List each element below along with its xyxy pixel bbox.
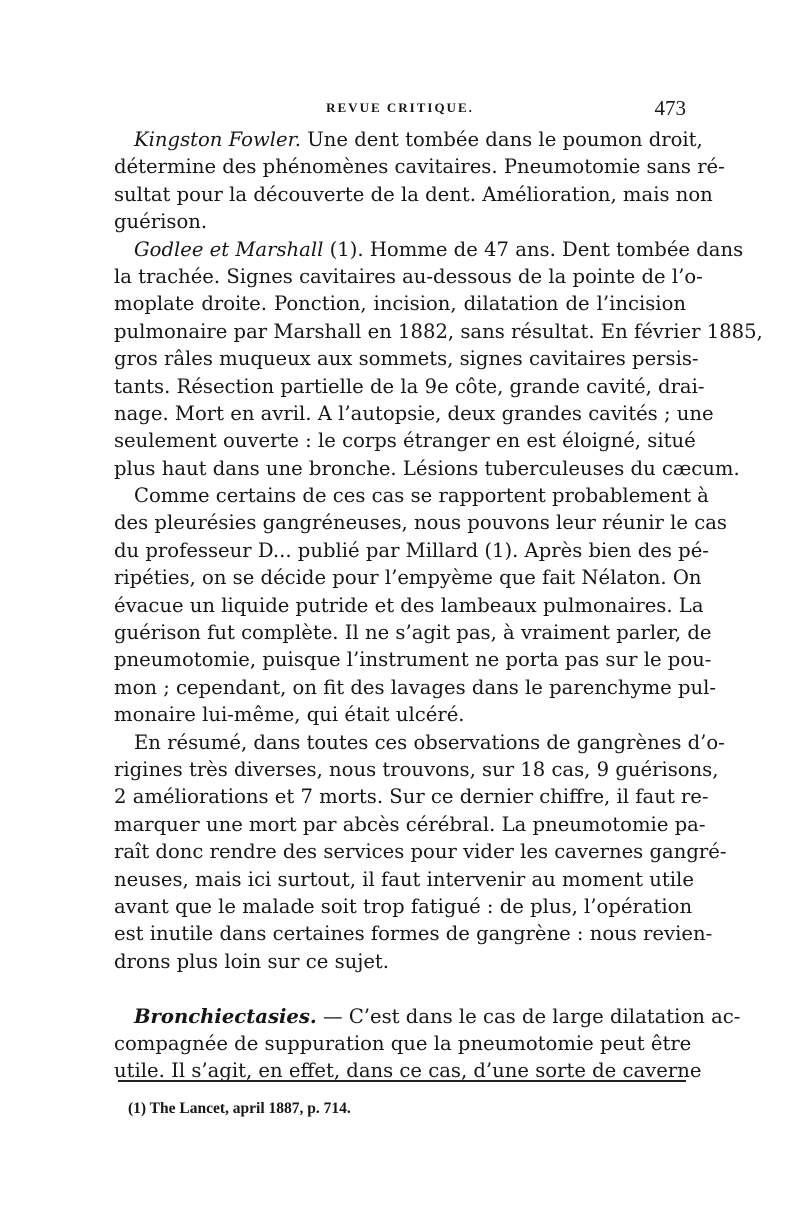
author-name: Godlee et Marshall [134,237,324,261]
paragraph-4-line-7: avant que le malade soit trop fatigué : de plus, l’opération [114,894,693,918]
paragraph-4-line-8: est inutile dans certaines formes de gangrène : nous revien- [114,922,713,946]
footnote: (1) The Lancet, april 1887, p. 714. [128,1100,351,1117]
paragraph-3-line-3: du professeur D... publié par Millard (1). Après bien des pé- [114,538,709,562]
paragraph-3-line-8: mon ; cependant, on fit des lavages dans le parenchyme pul- [114,675,717,699]
paragraph-4-line-2: rigines très diverses, nous trouvons, sur 18 cas, 9 guérisons, [114,757,719,781]
paragraph-3-line-1: Comme certains de ces cas se rapportent probablement à [134,484,709,508]
paragraph-1-line-4: guérison. [114,210,208,234]
paragraph-2-line-2: la trachée. Signes cavitaires au-dessous de la pointe de l’o- [114,264,703,288]
paragraph-2-line-8: seulement ouverte : le corps étranger en est éloigné, situé [114,429,696,453]
paragraph-4-line-1: En résumé, dans toutes ces observations de gangrènes d’o- [134,730,725,754]
paragraph-3-line-2: des pleurésies gangréneuses, nous pouvons leur réunir le cas [114,511,727,535]
page-number: 473 [654,96,686,120]
paragraph-4-line-3: 2 améliorations et 7 morts. Sur ce dernier chiffre, il faut re- [114,785,709,809]
paragraph-2-line-9: plus haut dans une bronche. Lésions tuberculeuses du cæcum. [114,456,740,480]
author-name: Kingston Fowler. [134,128,302,151]
paragraph-2-line-6: tants. Résection partielle de la 9e côte, grande cavité, drai- [114,374,705,398]
paragraph-3-line-7: pneumotomie, puisque l’instrument ne porta pas sur le pou- [114,648,712,672]
paragraph-1-line-3: sultat pour la découverte de la dent. Amélioration, mais non [114,182,713,206]
paragraph-2-line-4: pulmonaire par Marshall en 1882, sans résultat. En février 1885, [114,319,763,343]
paragraph-4-line-4: marquer une mort par abcès cérébral. La pneumotomie pa- [114,812,706,836]
paragraph-3-line-5: évacue un liquide putride et des lambeaux pulmonaires. La [114,593,704,617]
running-title: REVUE CRITIQUE. [326,100,474,115]
body-text [114,126,763,1085]
section-title: Bronchiectasies. [134,1004,317,1028]
paragraph-4-line-9: drons plus loin sur ce sujet. [114,949,390,973]
page-header [114,96,686,124]
paragraph-2-line-3: moplate droite. Ponction, incision, dilatation de l’incision [114,292,686,316]
paragraph-1-line-1: Kingston Fowler. Une dent tombée dans le poumon droit, [134,128,703,151]
paragraph-1-line-2: détermine des phénomènes cavitaires. Pneumotomie sans ré- [114,155,725,179]
paragraph-4-line-5: raît donc rendre des services pour vider les cavernes gangré- [114,840,727,864]
paragraph-5-line-2: compagnée de suppuration que la pneumotomie peut être [114,1031,692,1055]
paragraph-2-line-1: Godlee et Marshall (1). Homme de 47 ans. Dent tombée dans [134,237,744,261]
footnote-divider [118,1080,686,1082]
paragraph-3-line-4: ripéties, on se décide pour l’empyème que fait Nélaton. On [114,566,702,590]
paragraph-5-line-1: Bronchiectasies. — C’est dans le cas de large dilatation ac- [134,1004,741,1028]
paragraph-3-line-6: guérison fut complète. Il ne s’agit pas, à vraiment parler, de [114,621,712,645]
section-spacer [114,975,686,1002]
paragraph-3-line-9: monaire lui-même, qui était ulcéré. [114,703,465,727]
paragraph-2-line-7: nage. Mort en avril. A l’autopsie, deux grandes cavités ; une [114,401,714,425]
paragraph-5-line-3: utile. Il s’agit, en effet, dans ce cas, d’une sorte de caverne [114,1059,702,1083]
paragraph-4-line-6: neuses, mais ici surtout, il faut intervenir au moment utile [114,867,694,891]
paragraph-2-line-5: gros râles muqueux aux sommets, signes cavitaires persis- [114,347,699,371]
